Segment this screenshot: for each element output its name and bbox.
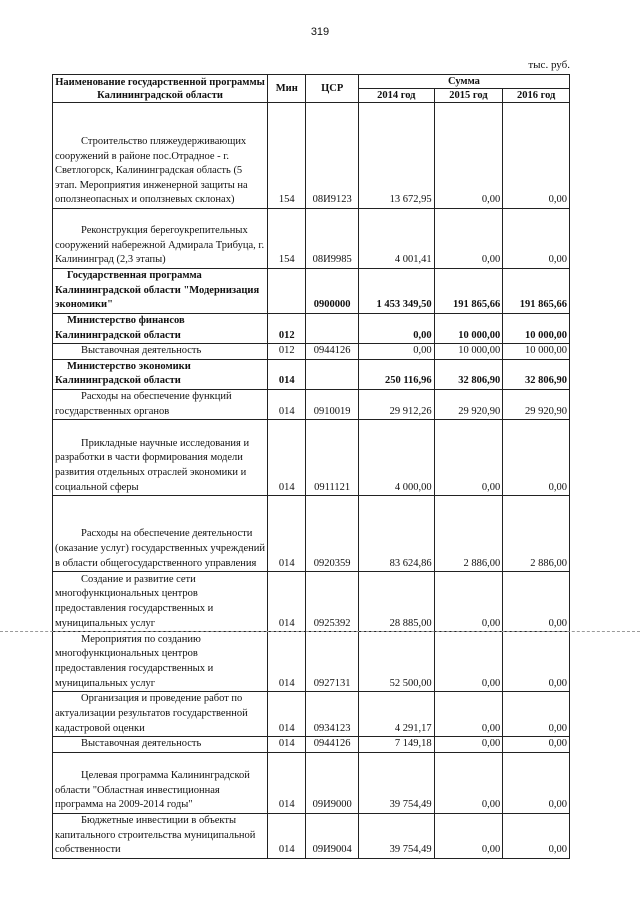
row-2016: 0,00 (503, 752, 570, 813)
table-row (53, 737, 570, 753)
row-2014: 39 754,49 (358, 752, 434, 813)
header-sum: Сумма (358, 75, 569, 89)
row-2015: 10 000,00 (434, 314, 503, 344)
row-2015: 0,00 (434, 692, 503, 737)
row-min: 014 (268, 420, 306, 496)
row-csr: 0944126 (306, 344, 359, 360)
row-name: Бюджетные инвестиции в объекты капитального строительства муниципальной собственности (55, 814, 256, 856)
row-min: 014 (268, 737, 306, 753)
row-csr: 0911121 (306, 420, 359, 496)
table-row (53, 359, 570, 389)
row-2015: 2 886,00 (434, 496, 503, 572)
row-2016: 29 920,90 (503, 389, 570, 419)
row-2016: 10 000,00 (503, 314, 570, 344)
row-name: Министерство финансов Калининградской области (55, 315, 185, 341)
row-2015: 29 920,90 (434, 389, 503, 419)
row-min: 012 (268, 314, 306, 344)
row-2014: 1 453 349,50 (358, 269, 434, 314)
row-min: 014 (268, 692, 306, 737)
row-2014: 52 500,00 (358, 632, 434, 692)
table-row (53, 389, 570, 419)
row-csr: 0900000 (306, 269, 359, 314)
row-csr: 0920359 (306, 496, 359, 572)
table-row (53, 103, 570, 209)
row-2015: 0,00 (434, 420, 503, 496)
row-name: Выставочная деятельность (81, 738, 202, 750)
row-name: Мероприятия по созданию многофункциональных центров предоставления государственных и муниципальных услуг (55, 633, 214, 689)
row-2015: 0,00 (434, 737, 503, 753)
row-min: 014 (268, 359, 306, 389)
row-2016: 0,00 (503, 209, 570, 269)
row-2014: 0,00 (358, 314, 434, 344)
row-csr: 0944126 (306, 737, 359, 753)
row-csr: 08И9123 (306, 103, 359, 209)
row-2016: 0,00 (503, 572, 570, 632)
row-min: 014 (268, 496, 306, 572)
table-row (53, 813, 570, 858)
row-csr: 0910019 (306, 389, 359, 419)
row-2014: 4 000,00 (358, 420, 434, 496)
table-row (53, 496, 570, 572)
table-row (53, 269, 570, 314)
row-name: Реконструкция берегоукрепительных сооружений набережной Адмирала Трибуца, г. Калининград (2,3 этапы) (55, 225, 265, 266)
row-2016: 0,00 (503, 420, 570, 496)
row-csr: 0927131 (306, 632, 359, 692)
table-row (53, 572, 570, 632)
row-min: 014 (268, 813, 306, 858)
row-min: 154 (268, 209, 306, 269)
row-2016: 0,00 (503, 692, 570, 737)
row-csr: 09И9000 (306, 752, 359, 813)
row-csr (306, 359, 359, 389)
row-csr: 0925392 (306, 572, 359, 632)
table-row (53, 209, 570, 269)
row-min: 014 (268, 389, 306, 419)
row-name: Целевая программа Калининградской области "Областная инвестиционная программа на 2009-2014 годы" (55, 769, 250, 811)
row-name: Государственная программа Калининградской области "Модернизация экономики" (55, 270, 260, 311)
row-2016: 10 000,00 (503, 344, 570, 360)
row-2014: 13 672,95 (358, 103, 434, 209)
row-csr: 0934123 (306, 692, 359, 737)
budget-table (52, 74, 570, 859)
row-csr: 09И9004 (306, 813, 359, 858)
row-min: 014 (268, 632, 306, 692)
row-2016: 2 886,00 (503, 496, 570, 572)
row-name: Создание и развитие сети многофункциональных центров предоставления государственных и муниципальных услуг (55, 573, 214, 629)
header-2014: 2014 год (358, 89, 434, 103)
row-csr: 08И9985 (306, 209, 359, 269)
row-min: 154 (268, 103, 306, 209)
row-name: Расходы на обеспечение функций государственных органов (55, 390, 232, 417)
row-2015: 0,00 (434, 632, 503, 692)
scan-artifact-line (0, 631, 640, 632)
header-2016: 2016 год (503, 89, 570, 103)
row-2016: 0,00 (503, 813, 570, 858)
row-2014: 7 149,18 (358, 737, 434, 753)
table-row (53, 752, 570, 813)
unit-label: тыс. руб. (528, 59, 570, 71)
table-row (53, 344, 570, 360)
row-min: 014 (268, 572, 306, 632)
row-2014: 0,00 (358, 344, 434, 360)
row-2015: 0,00 (434, 572, 503, 632)
row-csr (306, 314, 359, 344)
row-name: Строительство пляжеудерживающих сооружений в районе пос.Отрадное - г. Светлогорск, Калининградская область (5 этап. Мероприятия инженерной защиты на оползнеопасных и оползневых склонах) (55, 136, 248, 206)
header-row-1 (53, 75, 570, 89)
table-row (53, 420, 570, 496)
page-number: 319 (310, 26, 330, 38)
table-row (53, 692, 570, 737)
header-name: Наименование государственной программы Калининградской области (53, 75, 268, 103)
header-min: Мин (268, 75, 306, 103)
table-row (53, 632, 570, 692)
row-2015: 0,00 (434, 103, 503, 209)
row-2014: 29 912,26 (358, 389, 434, 419)
row-2014: 28 885,00 (358, 572, 434, 632)
row-2016: 32 806,90 (503, 359, 570, 389)
row-2016: 0,00 (503, 632, 570, 692)
row-name: Расходы на обеспечение деятельности (оказание услуг) государственных учреждений в области общегосударственного управления (55, 528, 265, 569)
row-2016: 0,00 (503, 103, 570, 209)
row-2014: 4 001,41 (358, 209, 434, 269)
row-name: Министерство экономики Калининградской области (55, 360, 191, 387)
row-2015: 0,00 (434, 813, 503, 858)
table-row (53, 314, 570, 344)
row-2014: 250 116,96 (358, 359, 434, 389)
row-name: Организация и проведение работ по актуализации результатов государственной кадастровой оценки (55, 693, 248, 734)
row-2014: 83 624,86 (358, 496, 434, 572)
row-name: Выставочная деятельность (81, 345, 202, 357)
row-min: 014 (268, 752, 306, 813)
row-2015: 10 000,00 (434, 344, 503, 360)
row-min: 012 (268, 344, 306, 360)
row-name: Прикладные научные исследования и разработки в части формирования модели развития отдельных отраслей экономики и социальной сферы (55, 437, 250, 493)
row-2016: 191 865,66 (503, 269, 570, 314)
row-2015: 0,00 (434, 209, 503, 269)
row-2016: 0,00 (503, 737, 570, 753)
row-2015: 191 865,66 (434, 269, 503, 314)
row-2015: 0,00 (434, 752, 503, 813)
row-2014: 4 291,17 (358, 692, 434, 737)
header-2015: 2015 год (434, 89, 503, 103)
row-2015: 32 806,90 (434, 359, 503, 389)
row-min (268, 269, 306, 314)
header-csr: ЦСР (306, 75, 359, 103)
row-2014: 39 754,49 (358, 813, 434, 858)
